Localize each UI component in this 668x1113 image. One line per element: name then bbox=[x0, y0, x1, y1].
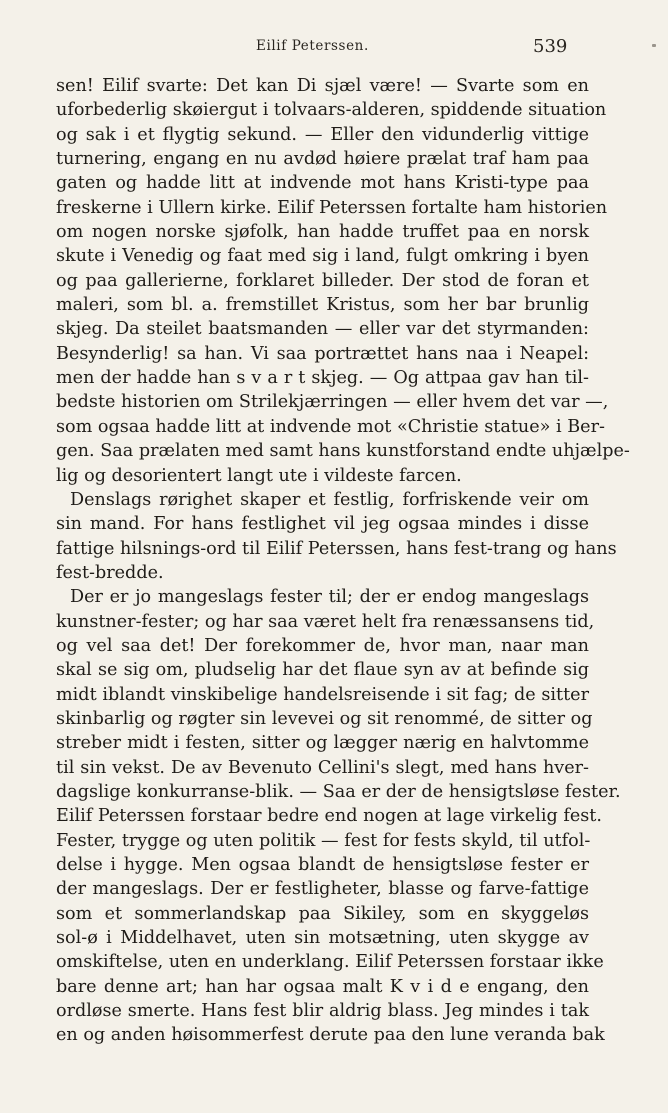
text-line: skjeg. Da steilet baatsmanden — eller var det styrmanden: bbox=[56, 319, 589, 340]
text-line: der mangeslags. Der er festligheter, blasse og farve-fattige bbox=[56, 879, 589, 900]
text-line: men der hadde han s v a r t skjeg. — Og attpaa gav han til- bbox=[56, 368, 589, 389]
text-line: skal se sig om, pludselig har det flaue syn av at befinde sig bbox=[56, 660, 589, 681]
text-line: lig og desorientert langt ute i vildeste farcen. bbox=[56, 465, 462, 486]
text-line: Eilif Peterssen forstaar bedre end nogen at lage virkelig fest. bbox=[56, 806, 602, 827]
text-line: til sin vekst. De av Bevenuto Cellini's slegt, med hans hver- bbox=[56, 757, 589, 778]
running-head: Eilif Peterssen. bbox=[256, 38, 369, 54]
text-line: som ogsaa hadde litt at indvende mot «Christie statue» i Ber- bbox=[56, 416, 605, 437]
text-line: gaten og hadde litt at indvende mot hans Kristi-type paa bbox=[56, 173, 589, 194]
text-line: freskerne i Ullern kirke. Eilif Peterssen fortalte ham historien bbox=[56, 197, 608, 218]
text-line: omskiftelse, uten en underklang. Eilif Peterssen forstaar ikke bbox=[56, 952, 604, 973]
text-line: Denslags rørighet skaper et festlig, forfriskende veir om bbox=[70, 489, 589, 510]
text-line: sin mand. For hans festlighet vil jeg ogsaa mindes i disse bbox=[56, 514, 589, 535]
text-line: midt iblandt vinskibelige handelsreisende i sit fag; de sitter bbox=[56, 684, 589, 705]
edge-mark bbox=[652, 44, 656, 47]
text-line: streber midt i festen, sitter og lægger nærig en halvtomme bbox=[56, 733, 589, 754]
text-line: Besynderlig! sa han. Vi saa portrættet hans naa i Neapel: bbox=[56, 343, 589, 364]
text-line: bare denne art; han har ogsaa malt K v i d e engang, den bbox=[56, 976, 589, 997]
text-line: kunstner-fester; og har saa været helt fra renæssansens tid, bbox=[56, 611, 595, 632]
text-line: som et sommerlandskap paa Sikiley, som en skyggeløs bbox=[56, 903, 589, 924]
text-line: fattige hilsnings-ord til Eilif Peterssen, hans fest-trang og hans bbox=[56, 538, 617, 559]
text-line: maleri, som bl. a. fremstillet Kristus, som her bar brunlig bbox=[56, 295, 589, 316]
text-line: fest-bredde. bbox=[56, 562, 164, 583]
text-line: delse i hygge. Men ogsaa blandt de hensigtsløse fester er bbox=[56, 855, 589, 875]
text-line: Der er jo mangeslags fester til; der er endog mangeslags bbox=[70, 587, 589, 608]
text-line: Fester, trygge og uten politik — fest for fests skyld, til utfol- bbox=[56, 830, 591, 851]
text-line: gen. Saa prælaten med samt hans kunstforstand endte uhjælpe- bbox=[56, 441, 630, 462]
text-line: sol-ø i Middelhavet, uten sin motsætning, uten skygge av bbox=[56, 928, 589, 949]
text-line: skute i Venedig og faat med sig i land, fulgt omkring i byen bbox=[56, 246, 589, 267]
page-number: 539 bbox=[533, 36, 568, 57]
body-text bbox=[56, 74, 630, 1048]
text-line: og vel saa det! Der forekommer de, hvor man, naar man bbox=[56, 635, 589, 656]
text-line: uforbederlig skøiergut i tolvaars-alderen, spiddende situation bbox=[56, 100, 607, 121]
text-line: bedste historien om Strilekjærringen — eller hvem det var —, bbox=[56, 392, 609, 413]
text-line: skinbarlig og røgter sin levevei og sit renommé, de sitter og bbox=[56, 708, 593, 729]
text-line: ordløse smerte. Hans fest blir aldrig blass. Jeg mindes i tak bbox=[56, 1001, 589, 1022]
text-line: sen! Eilif svarte: Det kan Di sjæl være! — Svarte som en bbox=[56, 76, 589, 96]
text-line: om nogen norske sjøfolk, han hadde truffet paa en norsk bbox=[56, 222, 589, 243]
text-line: en og anden høisommerfest derute paa den lune veranda bak bbox=[56, 1025, 605, 1046]
text-line: og paa gallerierne, forklaret billeder. Der stod de foran et bbox=[56, 270, 589, 291]
text-line: dagslige konkurranse-blik. — Saa er der de hensigtsløse fester. bbox=[56, 781, 621, 802]
text-line: og sak i et flygtig sekund. — Eller den vidunderlig vittige bbox=[56, 124, 589, 145]
text-line: turnering, engang en nu avdød høiere prælat traf ham paa bbox=[56, 149, 589, 170]
